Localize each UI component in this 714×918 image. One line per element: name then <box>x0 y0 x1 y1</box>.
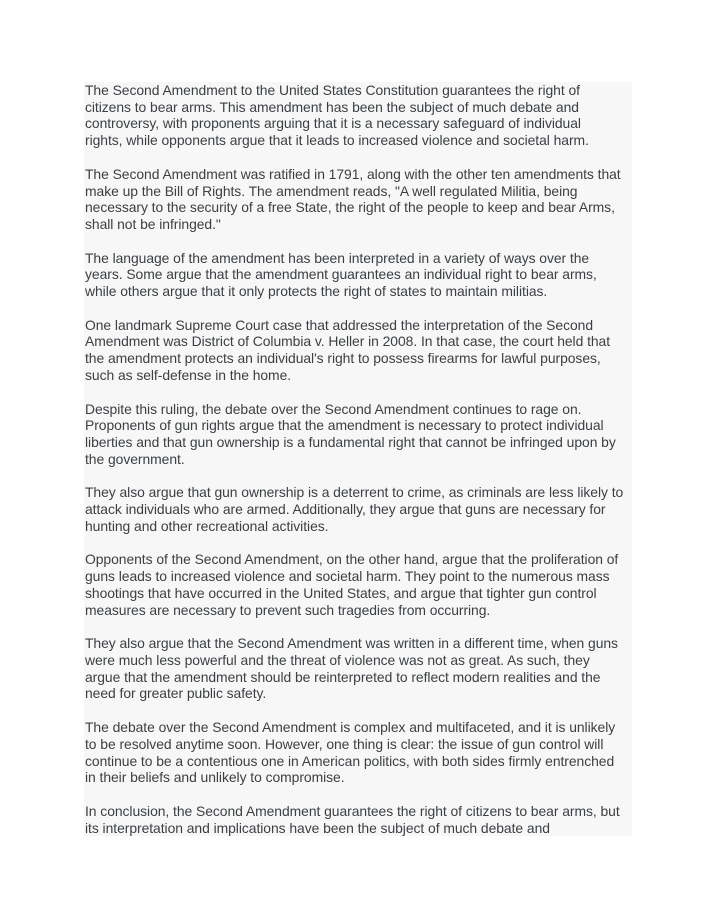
paragraph-line: attack individuals who are armed. Additionally, they argue that guns are necessary for <box>85 501 606 518</box>
paragraph <box>85 635 632 702</box>
paragraph <box>85 401 632 468</box>
paragraph <box>85 166 632 233</box>
paragraph-line: The Second Amendment was ratified in 1791, along with the other ten amendments that <box>85 165 621 182</box>
paragraph-line: need for greater public safety. <box>85 685 267 702</box>
paragraph-line: the government. <box>85 450 185 467</box>
paragraph-line: were much less powerful and the threat of violence was not as great. As such, they <box>85 651 590 668</box>
paragraph <box>85 803 632 836</box>
paragraph-line: while others argue that it only protects the right of states to maintain militias. <box>85 283 548 300</box>
paragraph-line: They also argue that gun ownership is a deterrent to crime, as criminals are less likely to <box>85 484 624 501</box>
paragraph-line: shootings that have occurred in the United States, and argue that tighter gun control <box>85 584 597 601</box>
paragraph-line: The Second Amendment to the United States Constitution guarantees the right of <box>85 82 580 98</box>
paragraph-line: hunting and other recreational activities. <box>85 517 329 534</box>
paragraph-line: shall not be infringed." <box>85 215 221 232</box>
paragraph-line: years. Some argue that the amendment guarantees an individual right to bear arms, <box>85 266 597 283</box>
paragraph-line: to be resolved anytime soon. However, one thing is clear: the issue of gun control will <box>85 735 604 752</box>
paragraph-line: They also argue that the Second Amendment was written in a different time, when guns <box>85 635 618 652</box>
paragraph-line: Proponents of gun rights argue that the amendment is necessary to protect individual <box>85 417 604 434</box>
paragraph-line: such as self-defense in the home. <box>85 366 292 383</box>
text-block <box>84 82 632 836</box>
paragraph-line: liberties and that gun ownership is a fundamental right that cannot be infringed upon by <box>85 433 616 450</box>
paragraph-line: Opponents of the Second Amendment, on the other hand, argue that the proliferation of <box>85 551 619 568</box>
paragraph-line: measures are necessary to prevent such tragedies from occurring. <box>85 601 491 618</box>
paragraph-line: One landmark Supreme Court case that addressed the interpretation of the Second <box>85 316 593 333</box>
paragraph <box>85 250 632 300</box>
paragraph-line: Despite this ruling, the debate over the Second Amendment continues to rage on. <box>85 400 582 417</box>
paragraph-line: necessary to the security of a free State, the right of the people to keep and bear Arms, <box>85 199 615 216</box>
paragraph <box>85 82 632 149</box>
paragraph-line: In conclusion, the Second Amendment guarantees the right of citizens to bear arms, but <box>85 802 620 819</box>
paragraph <box>85 317 632 384</box>
paragraph-line: the amendment protects an individual's right to possess firearms for lawful purposes, <box>85 350 601 367</box>
paragraph-line: Amendment was District of Columbia v. Heller in 2008. In that case, the court held that <box>85 333 611 350</box>
paragraph-line: controversy, with proponents arguing that it is a necessary safeguard of individual <box>85 115 581 132</box>
paragraph-line: continue to be a contentious one in American politics, with both sides firmly entrenched <box>85 752 615 769</box>
paragraph-line: argue that the amendment should be reinterpreted to reflect modern realities and the <box>85 668 601 685</box>
paragraph-line: guns leads to increased violence and societal harm. They point to the numerous mass <box>85 568 610 585</box>
paragraph <box>85 551 632 618</box>
paragraph <box>85 484 632 534</box>
paragraph-line: The debate over the Second Amendment is complex and multifaceted, and it is unlikely <box>85 719 616 736</box>
paragraph-line: in their beliefs and unlikely to compromise. <box>85 769 345 786</box>
paragraph-line: citizens to bear arms. This amendment has been the subject of much debate and <box>85 98 579 115</box>
paragraph-line: make up the Bill of Rights. The amendment reads, "A well regulated Militia, being <box>85 182 578 199</box>
paragraph-line: The language of the amendment has been interpreted in a variety of ways over the <box>85 249 590 266</box>
paragraph-line: rights, while opponents argue that it leads to increased violence and societal harm. <box>85 132 589 149</box>
paragraph-line: its interpretation and implications have been the subject of much debate and <box>85 819 550 836</box>
paragraph <box>85 719 632 786</box>
